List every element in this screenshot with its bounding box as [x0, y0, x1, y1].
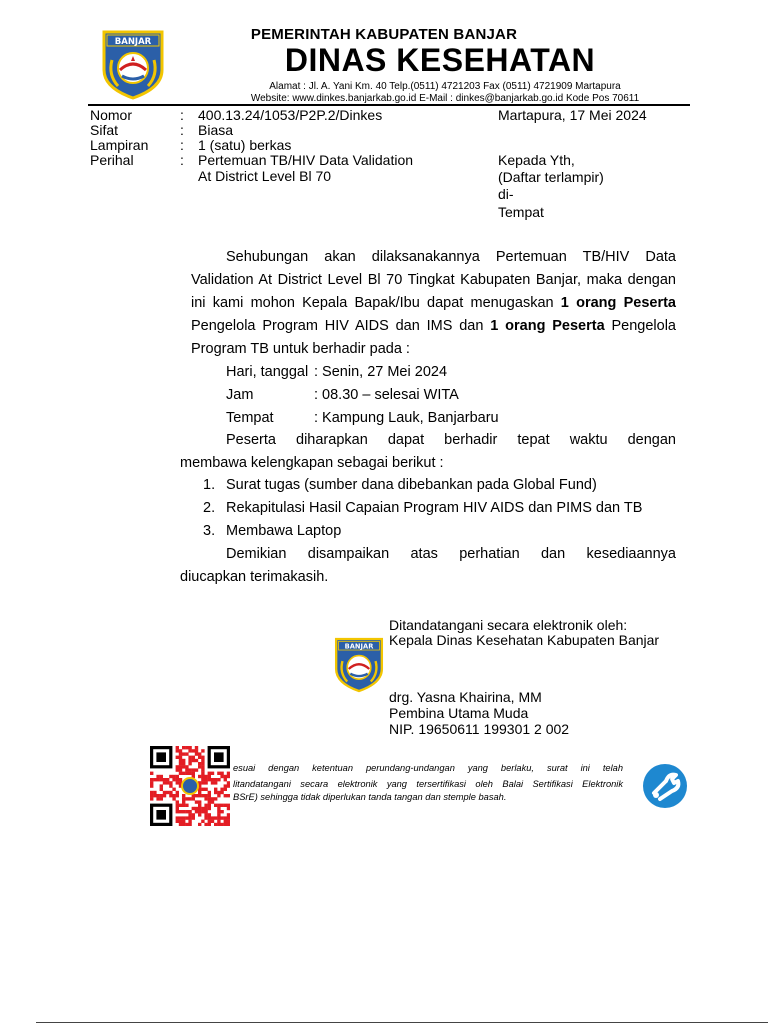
paragraph-2-line-1: Peserta diharapkan dapat berhadir tepat waktu dengan	[226, 432, 676, 448]
lampiran-label: Lampiran	[90, 137, 149, 153]
colon: :	[180, 152, 184, 168]
recipient-line2: (Daftar terlampir)	[498, 169, 604, 185]
tempat-value: : Kampung Lauk, Banjarbaru	[314, 410, 499, 426]
list-item: Membawa Laptop	[226, 523, 342, 539]
bold-participant: 1 orang Peserta	[490, 318, 605, 334]
sifat-label: Sifat	[90, 122, 119, 138]
bsre-note-line1: esuai dengan ketentuan perundang-undangan yang berlaku, surat ini telah	[233, 763, 623, 773]
page-bottom-line	[36, 1022, 768, 1023]
paragraph-3-line-2: diucapkan terimakasih.	[180, 569, 329, 585]
paragraph-3-line-1: Demikian disampaikan atas perhatian dan kesediaannya	[226, 546, 676, 562]
jam-label: Jam	[226, 387, 254, 403]
qr-code	[150, 746, 230, 826]
hari-value: : Senin, 27 Mei 2024	[314, 364, 448, 380]
agency-name: DINAS KESEHATAN	[284, 42, 596, 78]
perihal-value-line2: At District Level Bl 70	[198, 168, 332, 184]
letterhead-divider	[88, 104, 690, 106]
list-item-number: 1.	[203, 477, 216, 493]
nomor-label: Nomor	[90, 107, 133, 123]
bsre-note-line2: litandatangani secara elektronik yang tersertifikasi oleh Balai Sertifikasi Elektronik	[233, 779, 623, 789]
government-name: PEMERINTAH KABUPATEN BANJAR	[250, 26, 518, 43]
paragraph-1-line-4: Pengelola Program HIV AIDS dan IMS dan 1 orang Peserta Pengelola	[191, 318, 676, 334]
signer-nip: NIP. 19650611 199301 2 002	[389, 721, 570, 737]
bsre-logo-icon	[642, 763, 688, 809]
logo-text: BANJAR	[114, 37, 152, 47]
list-item: Rekapitulasi Hasil Capaian Program HIV AIDS dan PIMS dan TB	[226, 500, 643, 516]
lampiran-value: 1 (satu) berkas	[198, 137, 292, 153]
colon: :	[180, 122, 184, 138]
list-item: Surat tugas (sumber dana dibebankan pada Global Fund)	[226, 477, 597, 493]
bsre-note-line3: BSrE) sehingga tidak diperlukan tanda tangan dan stemple basah.	[233, 792, 507, 802]
signature-line1: Ditandatangani secara elektronik oleh:	[389, 617, 628, 633]
jam-value: : 08.30 – selesai WITA	[314, 387, 459, 403]
bold-participant: 1 orang Peserta	[560, 295, 676, 311]
signature-line2: Kepala Dinas Kesehatan Kabupaten Banjar	[389, 632, 660, 648]
paragraph-1-line-3: ini kami mohon Kepala Bapak/Ibu dapat menugaskan 1 orang Peserta	[191, 295, 676, 311]
colon: :	[180, 137, 184, 153]
paragraph-1-line-1: Sehubungan akan dilaksanakannya Pertemuan TB/HIV Data	[226, 249, 676, 265]
signer-rank: Pembina Utama Muda	[389, 705, 529, 721]
nomor-value: 400.13.24/1053/P2P.2/Dinkes	[198, 107, 383, 123]
banjar-emblem-logo	[333, 632, 385, 698]
paragraph-2-line-2: membawa kelengkapan sebagai berikut :	[180, 455, 444, 471]
tempat-label: Tempat	[226, 410, 274, 426]
recipient-line1: Kepada Yth,	[498, 152, 575, 168]
place-date: Martapura, 17 Mei 2024	[498, 107, 647, 123]
list-item-number: 2.	[203, 500, 216, 516]
web-email-line: Website: www.dinkes.banjarkab.go.id E-Mail : dinkes@banjarkab.go.id Kode Pos 70611	[250, 93, 640, 104]
perihal-value-line1: Pertemuan TB/HIV Data Validation	[198, 152, 414, 168]
list-item-number: 3.	[203, 523, 216, 539]
address-line: Alamat : Jl. A. Yani Km. 40 Telp.(0511) 4721203 Fax (0511) 4721909 Martapura	[269, 81, 621, 92]
recipient-line3: di-	[498, 186, 514, 202]
hari-label: Hari, tanggal	[226, 364, 309, 380]
recipient-line4: Tempat	[498, 204, 544, 220]
signer-name: drg. Yasna Khairina, MM	[389, 689, 542, 705]
paragraph-1-line-5: Program TB untuk berhadir pada :	[191, 341, 410, 357]
sifat-value: Biasa	[198, 122, 234, 138]
paragraph-1-line-2: Validation At District Level Bl 70 Tingkat Kabupaten Banjar, maka dengan	[191, 272, 676, 288]
colon: :	[180, 107, 184, 123]
svg-text:BANJAR: BANJAR	[344, 642, 374, 651]
perihal-label: Perihal	[90, 152, 134, 168]
